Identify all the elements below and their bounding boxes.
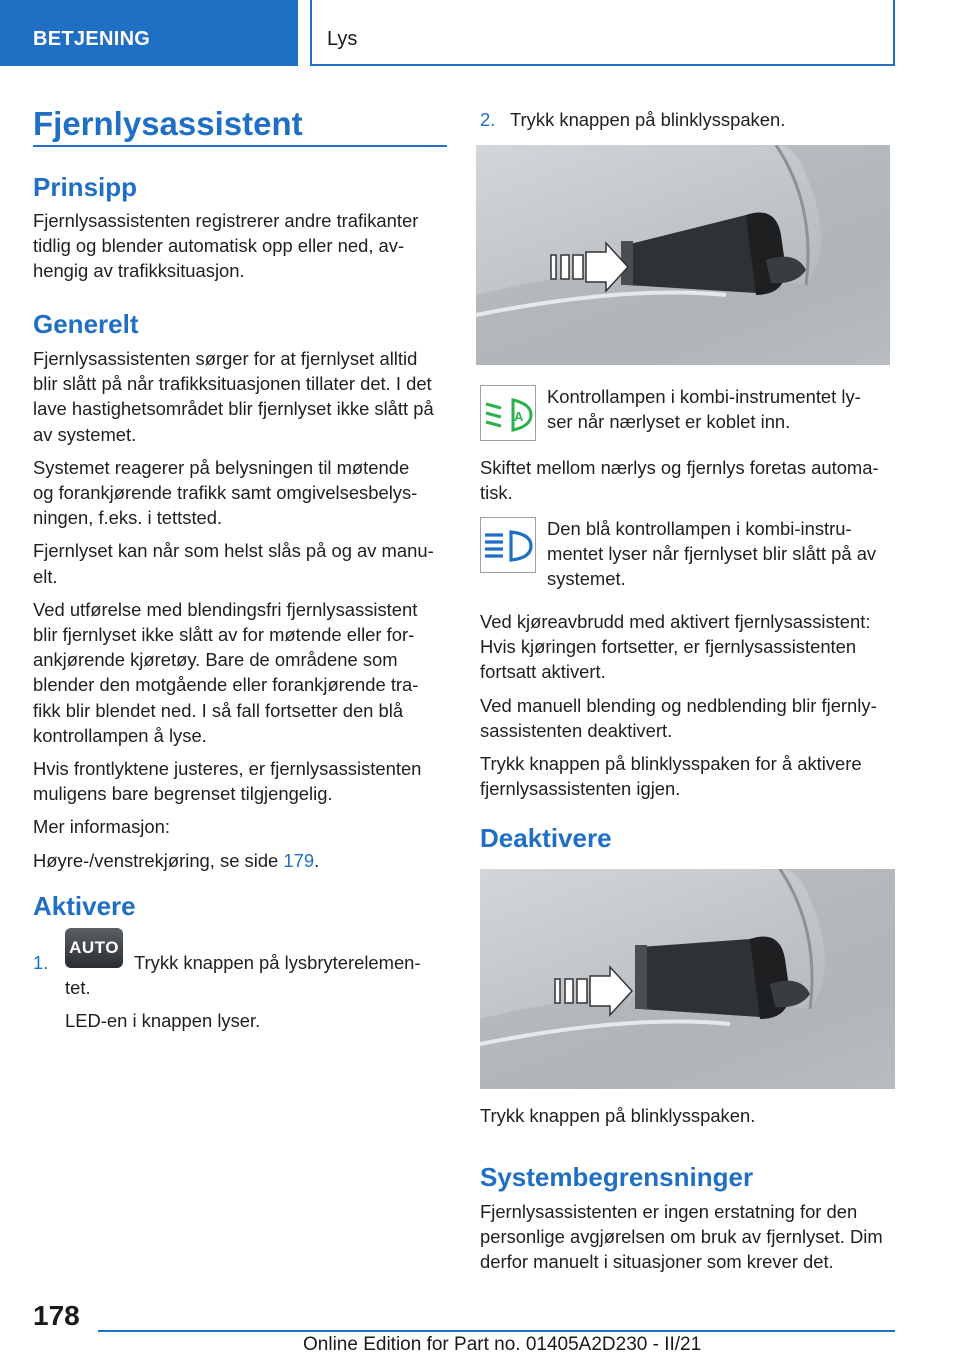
text-line: Skiftet mellom nærlys og fjernlys foretas automa- <box>480 457 879 478</box>
stalk-illustration <box>476 145 890 365</box>
svg-text:A: A <box>514 409 524 424</box>
blue-lamp-text <box>547 516 892 592</box>
text-line: fjernlysassistenten igjen. <box>480 778 681 800</box>
text-line: hengig av trafikksituasjon. <box>33 260 245 282</box>
text-line: Hvis frontlyktene justeres, er fjernlysassistenten <box>33 758 422 780</box>
cross-reference <box>33 848 453 873</box>
text-line: Den blå kontrollampen i kombi-instru- <box>547 518 852 539</box>
text-line: ankjørende kjøretøy. Bare de områdene som <box>33 649 398 671</box>
header-chapter-label: Lys <box>327 28 358 50</box>
systembegrensninger-text <box>480 1199 900 1275</box>
text-line: tisk. <box>480 482 513 504</box>
heading-generelt: Generelt <box>33 309 139 339</box>
heading-systembegrensninger: Systembegrensninger <box>480 1162 754 1192</box>
text-line: systemet. <box>547 568 626 590</box>
text-line: muligens bare begrenset tilgjengelig. <box>33 783 333 805</box>
text-line: ningen, f.eks. i tettsted. <box>33 507 223 529</box>
indicator-box <box>480 517 536 573</box>
step1-text-cont: tet. <box>65 977 91 998</box>
text-line: ser når nærlyset er koblet inn. <box>547 411 791 433</box>
text-line: Mer informasjon: <box>33 816 170 838</box>
page-number: 178 <box>33 1300 80 1331</box>
text-line: Ved kjøreavbrudd med aktivert fjernlysassistent: <box>480 611 871 632</box>
text-line: personlige avgjørelsen om bruk av fjernlyset. Dim <box>480 1226 883 1248</box>
page-title: Fjernlysassistent <box>33 105 303 142</box>
step-number: 2. <box>480 109 496 130</box>
text-line: Ved utførelse med blendingsfri fjernlysassistent <box>33 598 418 620</box>
after-text <box>480 609 900 801</box>
low-beam-auto-green-icon <box>481 386 537 442</box>
green-lamp-text <box>547 384 892 434</box>
text-line: blender den motgående eller forankjørende tra- <box>33 674 419 696</box>
footer-rule <box>98 1330 895 1332</box>
reference-text: Høyre-/venstrekjøring, se side <box>33 849 284 871</box>
text-line: Fjernlysassistenten sørger for at fjernlyset alltid <box>33 348 418 369</box>
text-line: elt. <box>33 565 58 587</box>
header-chapter-box <box>310 0 895 66</box>
step-number: 1. <box>33 952 49 973</box>
turn-signal-stalk-photo <box>480 869 895 1089</box>
heading-prinsipp: Prinsipp <box>33 172 138 202</box>
header-section-label: BETJENING <box>33 28 151 50</box>
header-section-tab <box>0 0 298 66</box>
stalk-illustration <box>480 869 895 1089</box>
auto-button-icon: AUTO <box>65 928 123 968</box>
generelt-text <box>33 346 453 873</box>
step2-text: Trykk knappen på blinklysspaken. <box>510 109 786 130</box>
high-beam-blue-icon <box>481 518 537 574</box>
text-line: Ved manuell blending og nedblending blir fjernly- <box>480 694 877 716</box>
turn-signal-stalk-photo <box>476 145 890 365</box>
text-line: av systemet. <box>33 423 137 445</box>
text-line: lave hastighetsområdet blir fjernlyset ikke slått på <box>33 398 434 420</box>
text-line: kontrollampen å lyse. <box>33 724 207 746</box>
text-line: fortsatt aktivert. <box>480 661 606 683</box>
text-line: Fjernlysassistenten er ingen erstatning for den <box>480 1201 858 1222</box>
reference-end: . <box>314 849 320 871</box>
text-line: Trykk knappen på blinklysspaken for å aktivere <box>480 753 862 775</box>
text-line: Fjernlysassistenten registrerer andre trafikanter <box>33 210 419 231</box>
text-line: mentet lyser når fjernlyset blir slått på av <box>547 543 877 565</box>
step1-text: Trykk knappen på lysbryterelemen- <box>134 952 421 973</box>
title-rule <box>33 145 447 147</box>
text-line: Fjernlyset kan når som helst slås på og av manu- <box>33 540 434 562</box>
text-line: blir slått på når trafikksituasjonen tillater det. I det <box>33 373 432 395</box>
heading-deaktivere: Deaktivere <box>480 823 612 853</box>
prinsipp-text <box>33 208 453 284</box>
step1-note: LED-en i knappen lyser. <box>65 1010 261 1031</box>
indicator-box <box>480 385 536 441</box>
text-line: og forankjørende trafikk samt omgivelsesbelys- <box>33 482 418 504</box>
text-line: Hvis kjøringen fortsetter, er fjernlysassistenten <box>480 636 857 658</box>
text-line: Kontrollampen i kombi-instrumentet ly- <box>547 386 861 407</box>
text-line: Systemet reagerer på belysningen til møtende <box>33 456 410 478</box>
switch-text <box>480 455 900 505</box>
text-line: tidlig og blender automatisk opp eller ned, av- <box>33 235 405 257</box>
page-reference-link[interactable]: 179 <box>283 849 315 871</box>
deaktivere-caption: Trykk knappen på blinklysspaken. <box>480 1105 756 1126</box>
text-line: fikk blir blendet ned. I så fall fortsetter den blå <box>33 699 404 721</box>
text-line: blir fjernlyset ikke slått av for møtende eller for- <box>33 624 415 646</box>
footer-edition: Online Edition for Part no. 01405A2D230 - II/21 <box>303 1334 702 1355</box>
text-line: sassistenten deaktivert. <box>480 719 673 741</box>
heading-aktivere: Aktivere <box>33 891 136 921</box>
text-line: derfor manuelt i situasjoner som krever det. <box>480 1251 834 1273</box>
